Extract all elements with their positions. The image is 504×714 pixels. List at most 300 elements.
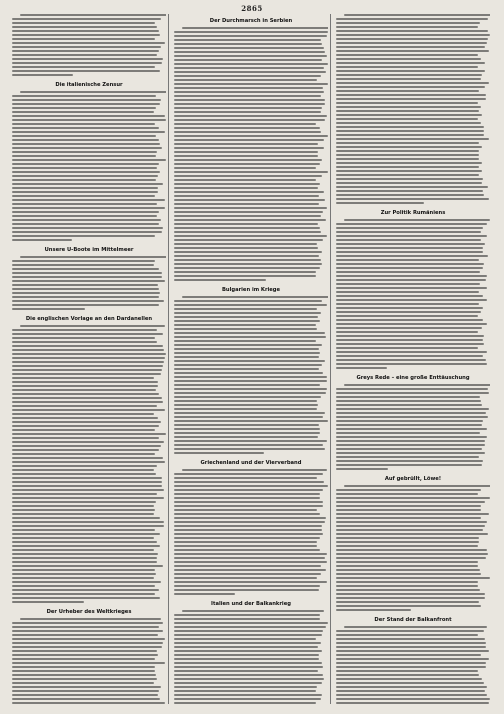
text-line	[336, 78, 481, 80]
text-line	[174, 243, 317, 245]
text-line	[336, 182, 482, 184]
text-line	[12, 421, 161, 423]
text-line	[174, 533, 323, 535]
text-line	[336, 436, 487, 438]
column-middle	[174, 14, 328, 704]
text-line	[336, 642, 486, 644]
text-line	[12, 666, 155, 668]
text-line	[336, 202, 424, 204]
text-line	[12, 509, 155, 511]
text-line	[174, 521, 325, 523]
text-line	[174, 569, 326, 571]
text-line	[12, 517, 160, 519]
text-line	[174, 247, 318, 249]
text-line	[336, 279, 486, 281]
text-line	[12, 50, 159, 52]
text-line	[174, 626, 326, 628]
text-line	[12, 577, 154, 579]
text-line	[174, 211, 323, 213]
text-line	[12, 505, 154, 507]
text-line	[336, 62, 485, 64]
text-line	[174, 436, 318, 438]
text-line	[174, 553, 327, 555]
text-line	[174, 127, 320, 129]
text-line	[336, 259, 479, 261]
text-line	[336, 585, 478, 587]
article-text	[174, 27, 328, 283]
text-line	[12, 34, 160, 36]
text-line	[174, 31, 328, 33]
text-line	[12, 702, 165, 704]
text-line	[12, 268, 159, 270]
text-line	[12, 99, 161, 101]
text-line	[336, 452, 485, 454]
text-line	[12, 54, 157, 56]
text-line	[174, 549, 320, 551]
text-line	[174, 561, 327, 563]
text-line	[174, 452, 264, 454]
text-line	[12, 147, 162, 149]
text-line	[174, 159, 322, 161]
text-line	[174, 39, 321, 41]
text-line	[12, 565, 163, 567]
article-text	[12, 91, 166, 243]
text-line	[174, 59, 322, 61]
headline: Unsere U-Boote im Mittelmeer	[44, 247, 134, 253]
text-line	[174, 67, 324, 69]
text-line	[174, 364, 322, 366]
text-line	[12, 485, 162, 487]
text-line	[12, 280, 165, 282]
text-line	[174, 340, 316, 342]
text-line	[12, 385, 158, 387]
text-line	[174, 83, 328, 85]
text-line	[12, 537, 154, 539]
text-line	[174, 43, 322, 45]
text-line	[336, 489, 481, 491]
text-line	[12, 288, 159, 290]
text-line	[12, 549, 154, 551]
text-line	[336, 331, 478, 333]
text-line	[336, 670, 478, 672]
text-line	[336, 255, 488, 257]
text-line	[174, 416, 323, 418]
text-line	[174, 400, 317, 402]
text-line	[336, 448, 482, 450]
text-line	[336, 34, 490, 36]
text-line	[12, 686, 161, 688]
text-line	[174, 493, 320, 495]
text-line	[12, 235, 155, 237]
text-line	[336, 674, 479, 676]
text-line	[336, 509, 481, 511]
text-line	[12, 553, 158, 555]
text-line	[182, 610, 324, 612]
text-line	[336, 90, 479, 92]
text-line	[12, 561, 157, 563]
text-line	[12, 349, 164, 351]
text-line	[12, 589, 159, 591]
text-line	[12, 445, 161, 447]
text-line	[336, 400, 481, 402]
text-line	[174, 344, 322, 346]
text-line	[336, 493, 478, 495]
text-line	[336, 464, 482, 466]
text-line	[12, 58, 163, 60]
article-text	[336, 219, 490, 371]
text-line	[336, 70, 485, 72]
headline: Italien und der Balkankrieg	[211, 601, 291, 607]
text-line	[174, 99, 325, 101]
text-line	[12, 670, 155, 672]
text-line	[174, 251, 322, 253]
text-line	[174, 622, 328, 624]
text-line	[336, 501, 485, 503]
text-line	[336, 545, 478, 547]
text-line	[12, 501, 156, 503]
text-line	[336, 355, 483, 357]
text-line	[12, 139, 159, 141]
text-line	[344, 384, 490, 386]
text-line	[174, 175, 322, 177]
text-line	[12, 219, 161, 221]
text-line	[336, 658, 489, 660]
text-line	[12, 433, 166, 435]
text-line	[174, 348, 319, 350]
text-line	[12, 393, 159, 395]
text-line	[12, 38, 155, 40]
text-line	[336, 359, 486, 361]
text-line	[336, 134, 484, 136]
text-line	[12, 223, 159, 225]
headline: Die englischen Vorlage an den Dardanellen	[25, 316, 153, 322]
text-line	[12, 453, 155, 455]
text-line	[336, 110, 479, 112]
text-line	[336, 517, 481, 519]
text-line	[174, 404, 318, 406]
text-line	[336, 142, 479, 144]
text-line	[174, 489, 323, 491]
text-line	[12, 131, 165, 133]
text-line	[174, 95, 321, 97]
text-line	[336, 194, 484, 196]
text-line	[344, 626, 487, 628]
page-number: 2865	[241, 4, 263, 13]
text-line	[12, 457, 163, 459]
text-line	[12, 521, 164, 523]
text-line	[12, 465, 157, 467]
text-line	[336, 533, 488, 535]
text-line	[336, 424, 482, 426]
text-line	[174, 674, 323, 676]
text-line	[174, 384, 320, 386]
text-line	[344, 14, 490, 16]
text-line	[336, 549, 487, 551]
text-line	[20, 325, 165, 327]
text-line	[12, 573, 156, 575]
text-line	[336, 367, 387, 369]
text-line	[174, 235, 327, 237]
text-line	[174, 304, 327, 306]
text-line	[12, 155, 156, 157]
text-line	[336, 541, 479, 543]
text-line	[12, 143, 160, 145]
text-line	[336, 190, 483, 192]
text-line	[12, 199, 165, 201]
text-line	[174, 219, 326, 221]
text-line	[336, 678, 482, 680]
text-line	[12, 333, 163, 335]
text-line	[344, 485, 490, 487]
text-line	[336, 303, 479, 305]
text-line	[174, 686, 317, 688]
text-line	[12, 409, 165, 411]
text-line	[336, 74, 482, 76]
text-line	[336, 343, 484, 345]
text-line	[336, 392, 489, 394]
text-line	[174, 678, 324, 680]
text-line	[20, 618, 162, 620]
text-line	[12, 401, 163, 403]
text-line	[336, 589, 480, 591]
text-line	[12, 638, 165, 640]
text-line	[20, 14, 166, 16]
text-line	[12, 22, 155, 24]
text-line	[12, 304, 159, 306]
text-line	[12, 413, 154, 415]
text-line	[12, 300, 164, 302]
text-line	[12, 260, 155, 262]
text-line	[336, 569, 480, 571]
text-line	[174, 328, 317, 330]
text-line	[174, 666, 323, 668]
text-line	[174, 203, 319, 205]
text-line	[12, 461, 165, 463]
text-line	[12, 276, 162, 278]
text-line	[336, 42, 487, 44]
text-line	[174, 646, 318, 648]
text-line	[174, 408, 317, 410]
text-line	[12, 175, 158, 177]
text-line	[12, 46, 161, 48]
text-line	[174, 513, 320, 515]
text-line	[336, 58, 481, 60]
text-line	[344, 219, 490, 221]
text-line	[336, 428, 487, 430]
text-line	[336, 118, 478, 120]
text-line	[12, 698, 160, 700]
text-line	[336, 178, 483, 180]
text-line	[336, 82, 489, 84]
text-line	[336, 223, 487, 225]
text-line	[336, 138, 489, 140]
text-line	[174, 151, 318, 153]
text-line	[12, 425, 159, 427]
text-line	[336, 162, 482, 164]
text-line	[12, 296, 159, 298]
text-line	[12, 74, 73, 76]
text-line	[12, 658, 155, 660]
text-line	[174, 424, 319, 426]
text-line	[336, 30, 488, 32]
text-line	[336, 267, 483, 269]
text-line	[336, 432, 480, 434]
text-line	[12, 171, 160, 173]
text-line	[12, 127, 159, 129]
text-line	[174, 135, 328, 137]
text-line	[12, 195, 155, 197]
text-line	[336, 102, 478, 104]
text-line	[336, 166, 479, 168]
text-line	[174, 388, 327, 390]
column-rule	[330, 14, 331, 704]
text-line	[174, 650, 322, 652]
text-line	[12, 353, 166, 355]
text-line	[336, 505, 481, 507]
text-line	[12, 103, 160, 105]
text-line	[174, 255, 319, 257]
text-line	[12, 292, 160, 294]
text-line	[174, 227, 320, 229]
text-line	[336, 38, 488, 40]
text-line	[12, 678, 157, 680]
text-line	[336, 86, 485, 88]
text-line	[336, 22, 480, 24]
text-line	[12, 694, 158, 696]
text-line	[336, 460, 483, 462]
text-line	[336, 662, 486, 664]
text-line	[12, 397, 162, 399]
text-line	[12, 585, 155, 587]
text-line	[174, 505, 323, 507]
text-line	[174, 119, 325, 121]
text-line	[12, 533, 160, 535]
text-line	[174, 195, 319, 197]
text-line	[12, 66, 155, 68]
text-line	[12, 682, 154, 684]
text-line	[174, 308, 317, 310]
text-line	[12, 449, 159, 451]
text-line	[336, 561, 478, 563]
text-line	[174, 577, 317, 579]
text-line	[174, 103, 325, 105]
text-line	[174, 336, 326, 338]
text-line	[174, 509, 317, 511]
headline: Der Stand der Balkanfront	[374, 617, 452, 623]
text-line	[174, 207, 327, 209]
text-line	[12, 239, 72, 241]
text-line	[336, 271, 480, 273]
text-line	[174, 324, 316, 326]
text-line	[12, 95, 156, 97]
text-line	[336, 646, 486, 648]
text-line	[174, 376, 327, 378]
text-line	[336, 497, 490, 499]
text-line	[174, 51, 325, 53]
text-line	[174, 163, 320, 165]
text-line	[336, 690, 485, 692]
text-line	[336, 650, 489, 652]
text-line	[336, 114, 482, 116]
text-line	[12, 373, 161, 375]
text-line	[174, 143, 318, 145]
text-line	[174, 380, 327, 382]
text-line	[12, 650, 157, 652]
text-line	[336, 666, 486, 668]
text-line	[12, 481, 162, 483]
text-line	[336, 283, 480, 285]
text-line	[174, 557, 325, 559]
text-line	[336, 525, 485, 527]
text-line	[336, 347, 478, 349]
text-line	[12, 389, 156, 391]
text-line	[12, 30, 159, 32]
text-line	[12, 630, 163, 632]
text-line	[174, 541, 317, 543]
text-line	[174, 312, 321, 314]
text-line	[336, 198, 489, 200]
text-line	[174, 517, 326, 519]
text-line	[174, 529, 322, 531]
article-text	[12, 325, 166, 605]
text-line	[336, 122, 481, 124]
text-line	[174, 171, 328, 173]
text-line	[174, 654, 319, 656]
text-line	[336, 521, 487, 523]
text-line	[12, 203, 157, 205]
text-line	[174, 448, 325, 450]
text-line	[336, 408, 489, 410]
text-line	[12, 151, 157, 153]
article-text	[12, 256, 166, 312]
text-line	[12, 646, 162, 648]
text-line	[12, 284, 158, 286]
text-line	[174, 63, 328, 65]
text-line	[12, 381, 158, 383]
text-line	[336, 235, 487, 237]
text-line	[174, 179, 316, 181]
text-line	[174, 690, 316, 692]
text-line	[174, 392, 326, 394]
text-line	[12, 264, 154, 266]
text-line	[12, 674, 156, 676]
text-line	[174, 183, 320, 185]
text-line	[336, 573, 481, 575]
headline: Bulgarien im Kriege	[221, 287, 281, 293]
text-line	[20, 91, 166, 93]
text-line	[174, 215, 321, 217]
text-line	[12, 569, 155, 571]
text-line	[12, 62, 162, 64]
text-line	[174, 123, 316, 125]
text-line	[336, 243, 485, 245]
text-line	[174, 412, 325, 414]
text-line	[12, 690, 159, 692]
text-line	[336, 638, 485, 640]
text-line	[336, 702, 489, 704]
text-line	[336, 605, 481, 607]
text-line	[336, 630, 484, 632]
text-line	[12, 525, 164, 527]
text-line	[336, 315, 478, 317]
text-line	[174, 589, 319, 591]
text-line	[174, 432, 320, 434]
text-line	[12, 654, 158, 656]
text-line	[174, 638, 316, 640]
article-text	[12, 618, 166, 704]
text-line	[174, 356, 319, 358]
text-line	[336, 396, 480, 398]
